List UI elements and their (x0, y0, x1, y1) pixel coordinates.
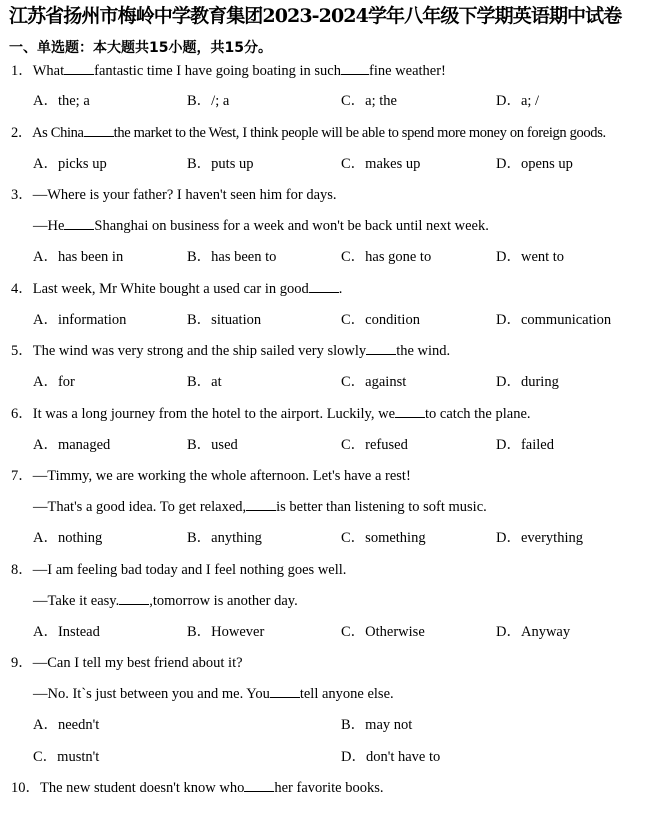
option-a[interactable]: A．nothing (33, 530, 103, 546)
question-5-stem: 5．The wind was very strong and the ship sailed very slowly the wind. (11, 343, 451, 359)
option-b[interactable]: B．at (187, 374, 222, 390)
answer-blank (64, 217, 94, 230)
option-d[interactable]: D．everything (496, 530, 583, 546)
answer-blank (119, 592, 149, 605)
option-c[interactable]: C．against (341, 374, 407, 390)
option-c[interactable]: C．something (341, 530, 426, 546)
option-a[interactable]: A．the; a (33, 93, 90, 109)
option-a[interactable]: A．Instead (33, 624, 100, 640)
option-c[interactable]: C．Otherwise (341, 624, 425, 640)
question-number: 5． (11, 343, 33, 359)
question-8-reply: —Take it easy. ,tomorrow is another day. (33, 593, 298, 609)
option-c[interactable]: C．refused (341, 437, 408, 453)
option-c[interactable]: C．condition (341, 312, 420, 328)
option-a[interactable]: A．managed (33, 437, 111, 453)
option-b[interactable]: B．puts up (187, 156, 254, 172)
option-b[interactable]: B．situation (187, 312, 262, 328)
answer-blank (309, 280, 339, 293)
option-c[interactable]: C．has gone to (341, 249, 432, 265)
option-d[interactable]: D．Anyway (496, 624, 571, 640)
option-d[interactable]: D．went to (496, 249, 565, 265)
answer-blank (244, 779, 274, 792)
question-number: 3． (11, 187, 33, 203)
option-d[interactable]: D．don't have to (341, 749, 441, 765)
question-number: 6． (11, 406, 33, 422)
option-b[interactable]: B．anything (187, 530, 262, 546)
question-number: 4． (11, 281, 33, 297)
option-c[interactable]: C．makes up (341, 156, 421, 172)
question-9-stem: 9．—Can I tell my best friend about it? (11, 655, 243, 671)
answer-blank (84, 124, 114, 137)
option-b[interactable]: B．has been to (187, 249, 277, 265)
option-c[interactable]: C．mustn't (33, 749, 100, 765)
question-number: 9． (11, 655, 33, 671)
question-2-stem: 2．As China the market to the West, I think people will be able to spend more money on foreign goods. (11, 125, 606, 141)
option-a[interactable]: A．information (33, 312, 127, 328)
question-10-stem: 10．The new student doesn't know who her favorite books. (11, 780, 384, 796)
section-heading: 一、单选题：本大题共15小题，共15分。 (9, 40, 272, 56)
option-a[interactable]: A．needn't (33, 717, 100, 733)
question-3-reply: —He Shanghai on business for a week and won't be back until next week. (33, 218, 489, 234)
option-c[interactable]: C．a; the (341, 93, 397, 109)
exam-title: 江苏省扬州市梅岭中学教育集团2023-2024学年八年级下学期英语期中试卷 (9, 5, 622, 27)
question-8-stem: 8．—I am feeling bad today and I feel nothing goes well. (11, 562, 347, 578)
answer-blank (341, 62, 369, 75)
question-3-stem: 3．—Where is your father? I haven't seen him for days. (11, 187, 337, 203)
question-number: 8． (11, 562, 33, 578)
answer-blank (64, 62, 94, 75)
question-6-stem: 6．It was a long journey from the hotel to the airport. Luckily, we to catch the plane. (11, 406, 531, 422)
answer-blank (366, 342, 396, 355)
answer-blank (246, 498, 276, 511)
answer-blank (270, 685, 300, 698)
question-7-reply: —That's a good idea. To get relaxed, is better than listening to soft music. (33, 499, 487, 515)
question-1-stem: 1．What fantastic time I have going boating in such fine weather! (11, 63, 446, 79)
question-4-stem: 4．Last week, Mr White bought a used car in good . (11, 281, 343, 297)
answer-blank (395, 405, 425, 418)
option-a[interactable]: A．has been in (33, 249, 124, 265)
option-d[interactable]: D．during (496, 374, 559, 390)
option-d[interactable]: D．a; / (496, 93, 540, 109)
option-a[interactable]: A．picks up (33, 156, 107, 172)
option-b[interactable]: B．However (187, 624, 265, 640)
question-7-stem: 7．—Timmy, we are working the whole afternoon. Let's have a rest! (11, 468, 411, 484)
option-b[interactable]: B．may not (341, 717, 413, 733)
option-b[interactable]: B．/; a (187, 93, 230, 109)
question-number: 7． (11, 468, 33, 484)
question-number: 2． (11, 125, 33, 141)
option-a[interactable]: A．for (33, 374, 75, 390)
option-d[interactable]: D．opens up (496, 156, 573, 172)
option-d[interactable]: D．communication (496, 312, 612, 328)
question-number: 1． (11, 63, 33, 79)
question-9-reply: —No. It`s just between you and me. You tell anyone else. (33, 686, 394, 702)
question-number: 10． (11, 780, 40, 796)
option-b[interactable]: B．used (187, 437, 238, 453)
option-d[interactable]: D．failed (496, 437, 554, 453)
